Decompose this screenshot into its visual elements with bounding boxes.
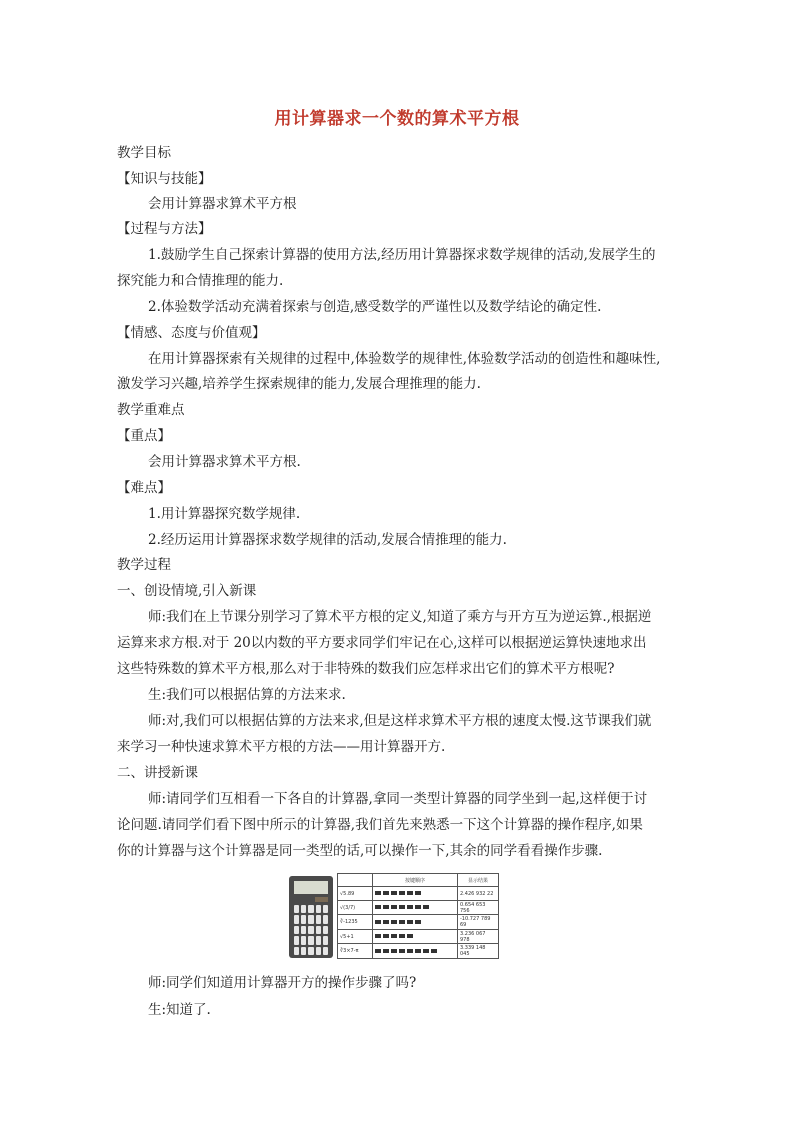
paragraph: 2.经历运用计算器探求数学规律的活动,发展合情推理的能力. bbox=[148, 532, 507, 548]
key-sequence-cell bbox=[373, 915, 458, 930]
column-header bbox=[338, 874, 373, 887]
table-header-row bbox=[338, 874, 499, 887]
calculator-image bbox=[289, 876, 333, 958]
paragraph: 师:我们在上节课分别学习了算术平方根的定义,知道了乘方与开方互为逆运算.,根据逆 bbox=[148, 609, 652, 625]
paragraph: 1.用计算器探究数学规律. bbox=[148, 506, 301, 522]
expression-cell: √(3/7) bbox=[338, 900, 373, 915]
expression-cell: ∛3×7-π bbox=[338, 944, 373, 959]
key-sequence-table bbox=[337, 873, 499, 959]
table-row bbox=[338, 915, 499, 930]
key-sequence-cell bbox=[373, 944, 458, 959]
column-header: 按键顺序 bbox=[373, 874, 458, 887]
result-cell: 0.654 653 756 bbox=[458, 900, 499, 915]
calculator-screen bbox=[294, 881, 328, 894]
heading-emotion: 【情感、态度与价值观】 bbox=[117, 325, 266, 341]
paragraph: 激发学习兴趣,培养学生探索规律的能力,发展合理推理的能力. bbox=[117, 376, 481, 392]
heading-key-difficult: 教学重难点 bbox=[117, 402, 185, 418]
heading-knowledge: 【知识与技能】 bbox=[117, 171, 212, 187]
paragraph: 运算来求方根.对于 20以内数的平方要求同学们牢记在心,这样可以根据逆运算快速地求出 bbox=[117, 635, 647, 651]
paragraph: 生:我们可以根据估算的方法来求. bbox=[148, 687, 346, 703]
result-cell: 3.236 067 978 bbox=[458, 929, 499, 944]
heading-part1: 一、创设情境,引入新课 bbox=[117, 583, 257, 599]
result-cell: 3.339 148 045 bbox=[458, 944, 499, 959]
heading-key: 【重点】 bbox=[117, 428, 171, 444]
paragraph: 论问题.请同学们看下图中所示的计算器,我们首先来熟悉一下这个计算器的操作程序,如果 bbox=[117, 817, 643, 833]
heading-part2: 二、讲授新课 bbox=[117, 765, 198, 781]
paragraph: 来学习一种快速求算术平方根的方法——用计算器开方. bbox=[117, 739, 446, 755]
expression-cell: √5+1 bbox=[338, 929, 373, 944]
calculator-figure bbox=[289, 873, 499, 959]
paragraph: 师:对,我们可以根据估算的方法来求,但是这样求算术平方根的速度太慢.这节课我们就 bbox=[148, 713, 652, 729]
key-sequence-cell bbox=[373, 929, 458, 944]
column-header: 显示结果 bbox=[458, 874, 499, 887]
paragraph: 你的计算器与这个计算器是同一类型的话,可以操作一下,其余的同学看看操作步骤. bbox=[117, 843, 603, 859]
expression-cell: ∛-1235 bbox=[338, 915, 373, 930]
heading-process: 【过程与方法】 bbox=[117, 221, 212, 237]
solar-panel bbox=[315, 897, 328, 902]
key-sequence-cell bbox=[373, 900, 458, 915]
paragraph: 探究能力和合情推理的能力. bbox=[117, 273, 284, 289]
table-row bbox=[338, 944, 499, 959]
key-sequence-cell bbox=[373, 887, 458, 900]
table-row bbox=[338, 900, 499, 915]
paragraph: 在用计算器探索有关规律的过程中,体验数学的规律性,体验数学活动的创造性和趣味性, bbox=[148, 351, 661, 367]
table-row bbox=[338, 887, 499, 900]
heading-goals: 教学目标 bbox=[117, 145, 171, 161]
heading-procedure: 教学过程 bbox=[117, 557, 171, 573]
paragraph: 1.鼓励学生自己探索计算器的使用方法,经历用计算器探求数学规律的活动,发展学生的 bbox=[148, 247, 656, 263]
table-row bbox=[338, 929, 499, 944]
paragraph: 2.体验数学活动充满着探索与创造,感受数学的严谨性以及数学结论的确定性. bbox=[148, 299, 602, 315]
paragraph: 会用计算器求算术平方根 bbox=[148, 196, 297, 212]
paragraph: 师:请同学们互相看一下各自的计算器,拿同一类型计算器的同学坐到一起,这样便于讨 bbox=[148, 791, 648, 807]
expression-cell: √5.89 bbox=[338, 887, 373, 900]
heading-difficult: 【难点】 bbox=[117, 480, 171, 496]
paragraph: 师:同学们知道用计算器开方的操作步骤了吗? bbox=[148, 975, 417, 991]
paragraph: 生:知道了. bbox=[148, 1002, 211, 1018]
paragraph: 会用计算器求算术平方根. bbox=[148, 454, 301, 470]
result-cell: 2.426 932 22 bbox=[458, 887, 499, 900]
calculator-keypad bbox=[294, 905, 328, 955]
paragraph: 这些特殊数的算术平方根,那么对于非特殊的数我们应怎样求出它们的算术平方根呢? bbox=[117, 661, 615, 677]
result-cell: -10.727 789 69 bbox=[458, 915, 499, 930]
page-title: 用计算器求一个数的算术平方根 bbox=[274, 109, 520, 129]
